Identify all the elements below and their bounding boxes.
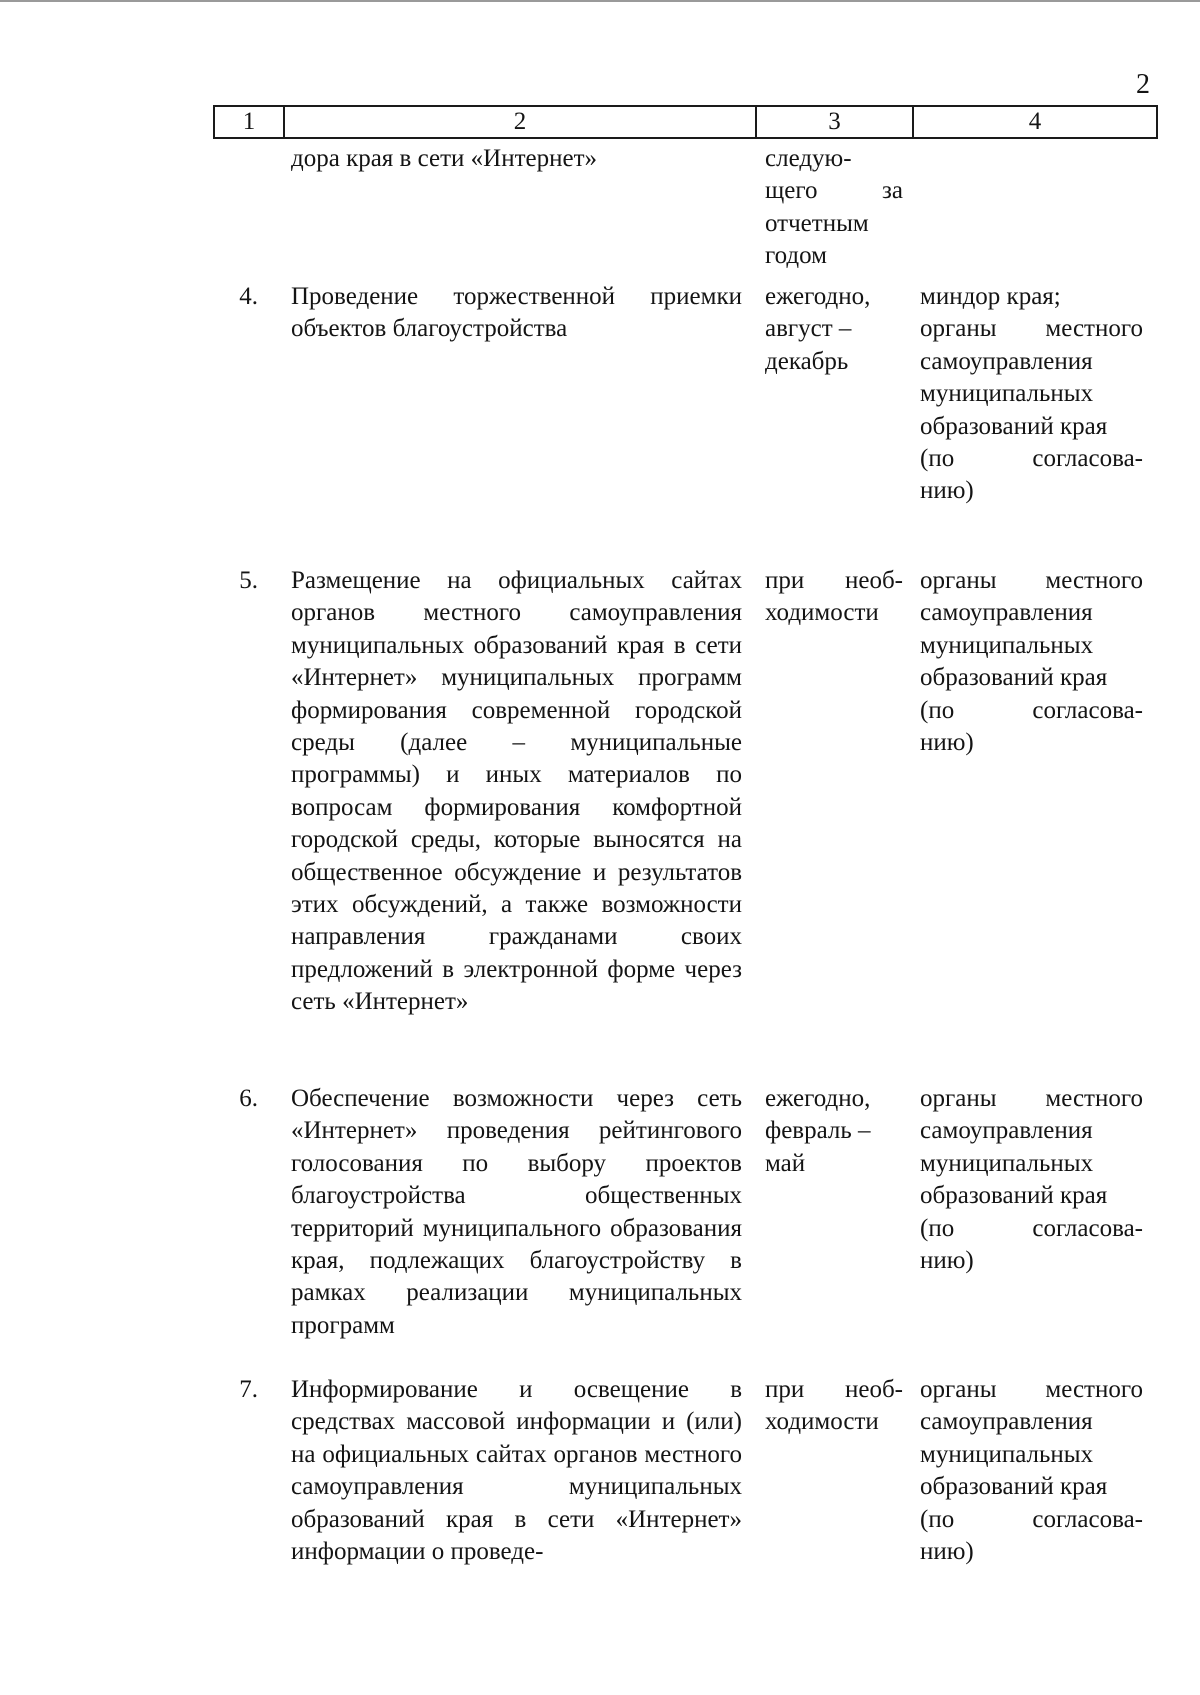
row-text: Размещение на официальных сайтах органов местного самоуправления муниципальных образований края в сети «Интернет» муниципальных программ формирования современной городской среды (далее – муниципальные программы) и иных материалов по вопросам формирования комфортной городской среды, которые выносятся на общественное обсуждение и результатов этих обсуждений, а также возможности направления гражданами своих предложений в электронной форме через сеть «Интернет» [291, 567, 742, 1016]
responsible-line: образований края [920, 664, 1108, 692]
row-number: 5. [239, 567, 258, 594]
responsible-line: органы местного [920, 315, 1143, 343]
responsible-line: образований края [920, 1182, 1108, 1210]
row-term [765, 281, 903, 378]
term-line: отчетным [765, 209, 869, 237]
column-number-2: 2 [285, 107, 757, 137]
responsible-line: нию) [920, 1538, 974, 1566]
column-number-3: 3 [757, 107, 914, 137]
row-responsible [920, 565, 1143, 759]
responsible-line: нию) [920, 729, 974, 757]
term-line: ежегодно, [765, 283, 871, 310]
responsible-line: самоуправления [920, 1408, 1093, 1436]
responsible-line: (по согласова- [920, 1505, 1143, 1533]
responsible-line: (по согласова- [920, 445, 1143, 473]
row-term [765, 565, 903, 630]
term-line: при необ- [765, 1376, 903, 1403]
responsible-line: самоуправления [920, 1117, 1093, 1145]
row-term [765, 1374, 903, 1439]
row-text: Обеспечение возможности через сеть «Интернет» проведения рейтингового голосования по выбору проектов благоустройства общественных территорий муниципального образования края, подлежащих благоустройству в рамках реализации муниципальных программ [291, 1085, 742, 1339]
responsible-line: органы местного [920, 567, 1143, 594]
row-number: 4. [239, 283, 258, 310]
top-rule [0, 0, 1200, 2]
row-text: Информирование и освещение в средствах массовой информации и (или) на официальных сайтах органов местного самоуправления муниципальных образований края в сети «Интернет» информации о проведе- [291, 1376, 742, 1566]
responsible-line: нию) [920, 477, 974, 505]
row-text: Проведение торжественной приемки объектов благоустройства [291, 283, 742, 343]
row-term [765, 143, 903, 273]
row-responsible [920, 281, 1143, 508]
term-line: февраль – [765, 1117, 871, 1145]
row-responsible [920, 1083, 1143, 1277]
table-column-numbers [213, 105, 1158, 139]
responsible-line: органы местного [920, 1085, 1143, 1112]
term-line: щего за [765, 177, 903, 205]
responsible-line: нию) [920, 1247, 974, 1275]
term-line: май [765, 1149, 806, 1177]
term-line: август – [765, 315, 852, 343]
row-number: 6. [239, 1085, 258, 1112]
row-number: 7. [239, 1376, 258, 1403]
responsible-line: образований края [920, 412, 1108, 440]
responsible-line: муниципальных [920, 631, 1094, 659]
responsible-line: (по согласова- [920, 696, 1143, 724]
row-term [765, 1083, 903, 1180]
column-number-4: 4 [1028, 108, 1042, 135]
responsible-line: органы местного [920, 1376, 1143, 1403]
responsible-line: муниципальных [920, 1149, 1094, 1177]
responsible-line: миндор края; [920, 283, 1061, 310]
term-line: годом [765, 242, 827, 270]
term-line: декабрь [765, 347, 849, 375]
page-number: 2 [1136, 69, 1150, 100]
term-line: ежегодно, [765, 1085, 871, 1112]
responsible-line: образований края [920, 1473, 1108, 1501]
column-number-1: 1 [215, 107, 285, 137]
row-responsible [920, 1374, 1143, 1568]
responsible-line: муниципальных [920, 1440, 1094, 1468]
responsible-line: (по согласова- [920, 1214, 1143, 1242]
term-line: ходимости [765, 1408, 879, 1436]
term-line: ходимости [765, 599, 879, 627]
term-line: при необ- [765, 567, 903, 594]
responsible-line: самоуправления [920, 599, 1093, 627]
row-text: дора края в сети «Интернет» [291, 145, 598, 172]
term-line: следую- [765, 145, 852, 172]
responsible-line: самоуправления [920, 347, 1093, 375]
responsible-line: муниципальных [920, 380, 1094, 408]
